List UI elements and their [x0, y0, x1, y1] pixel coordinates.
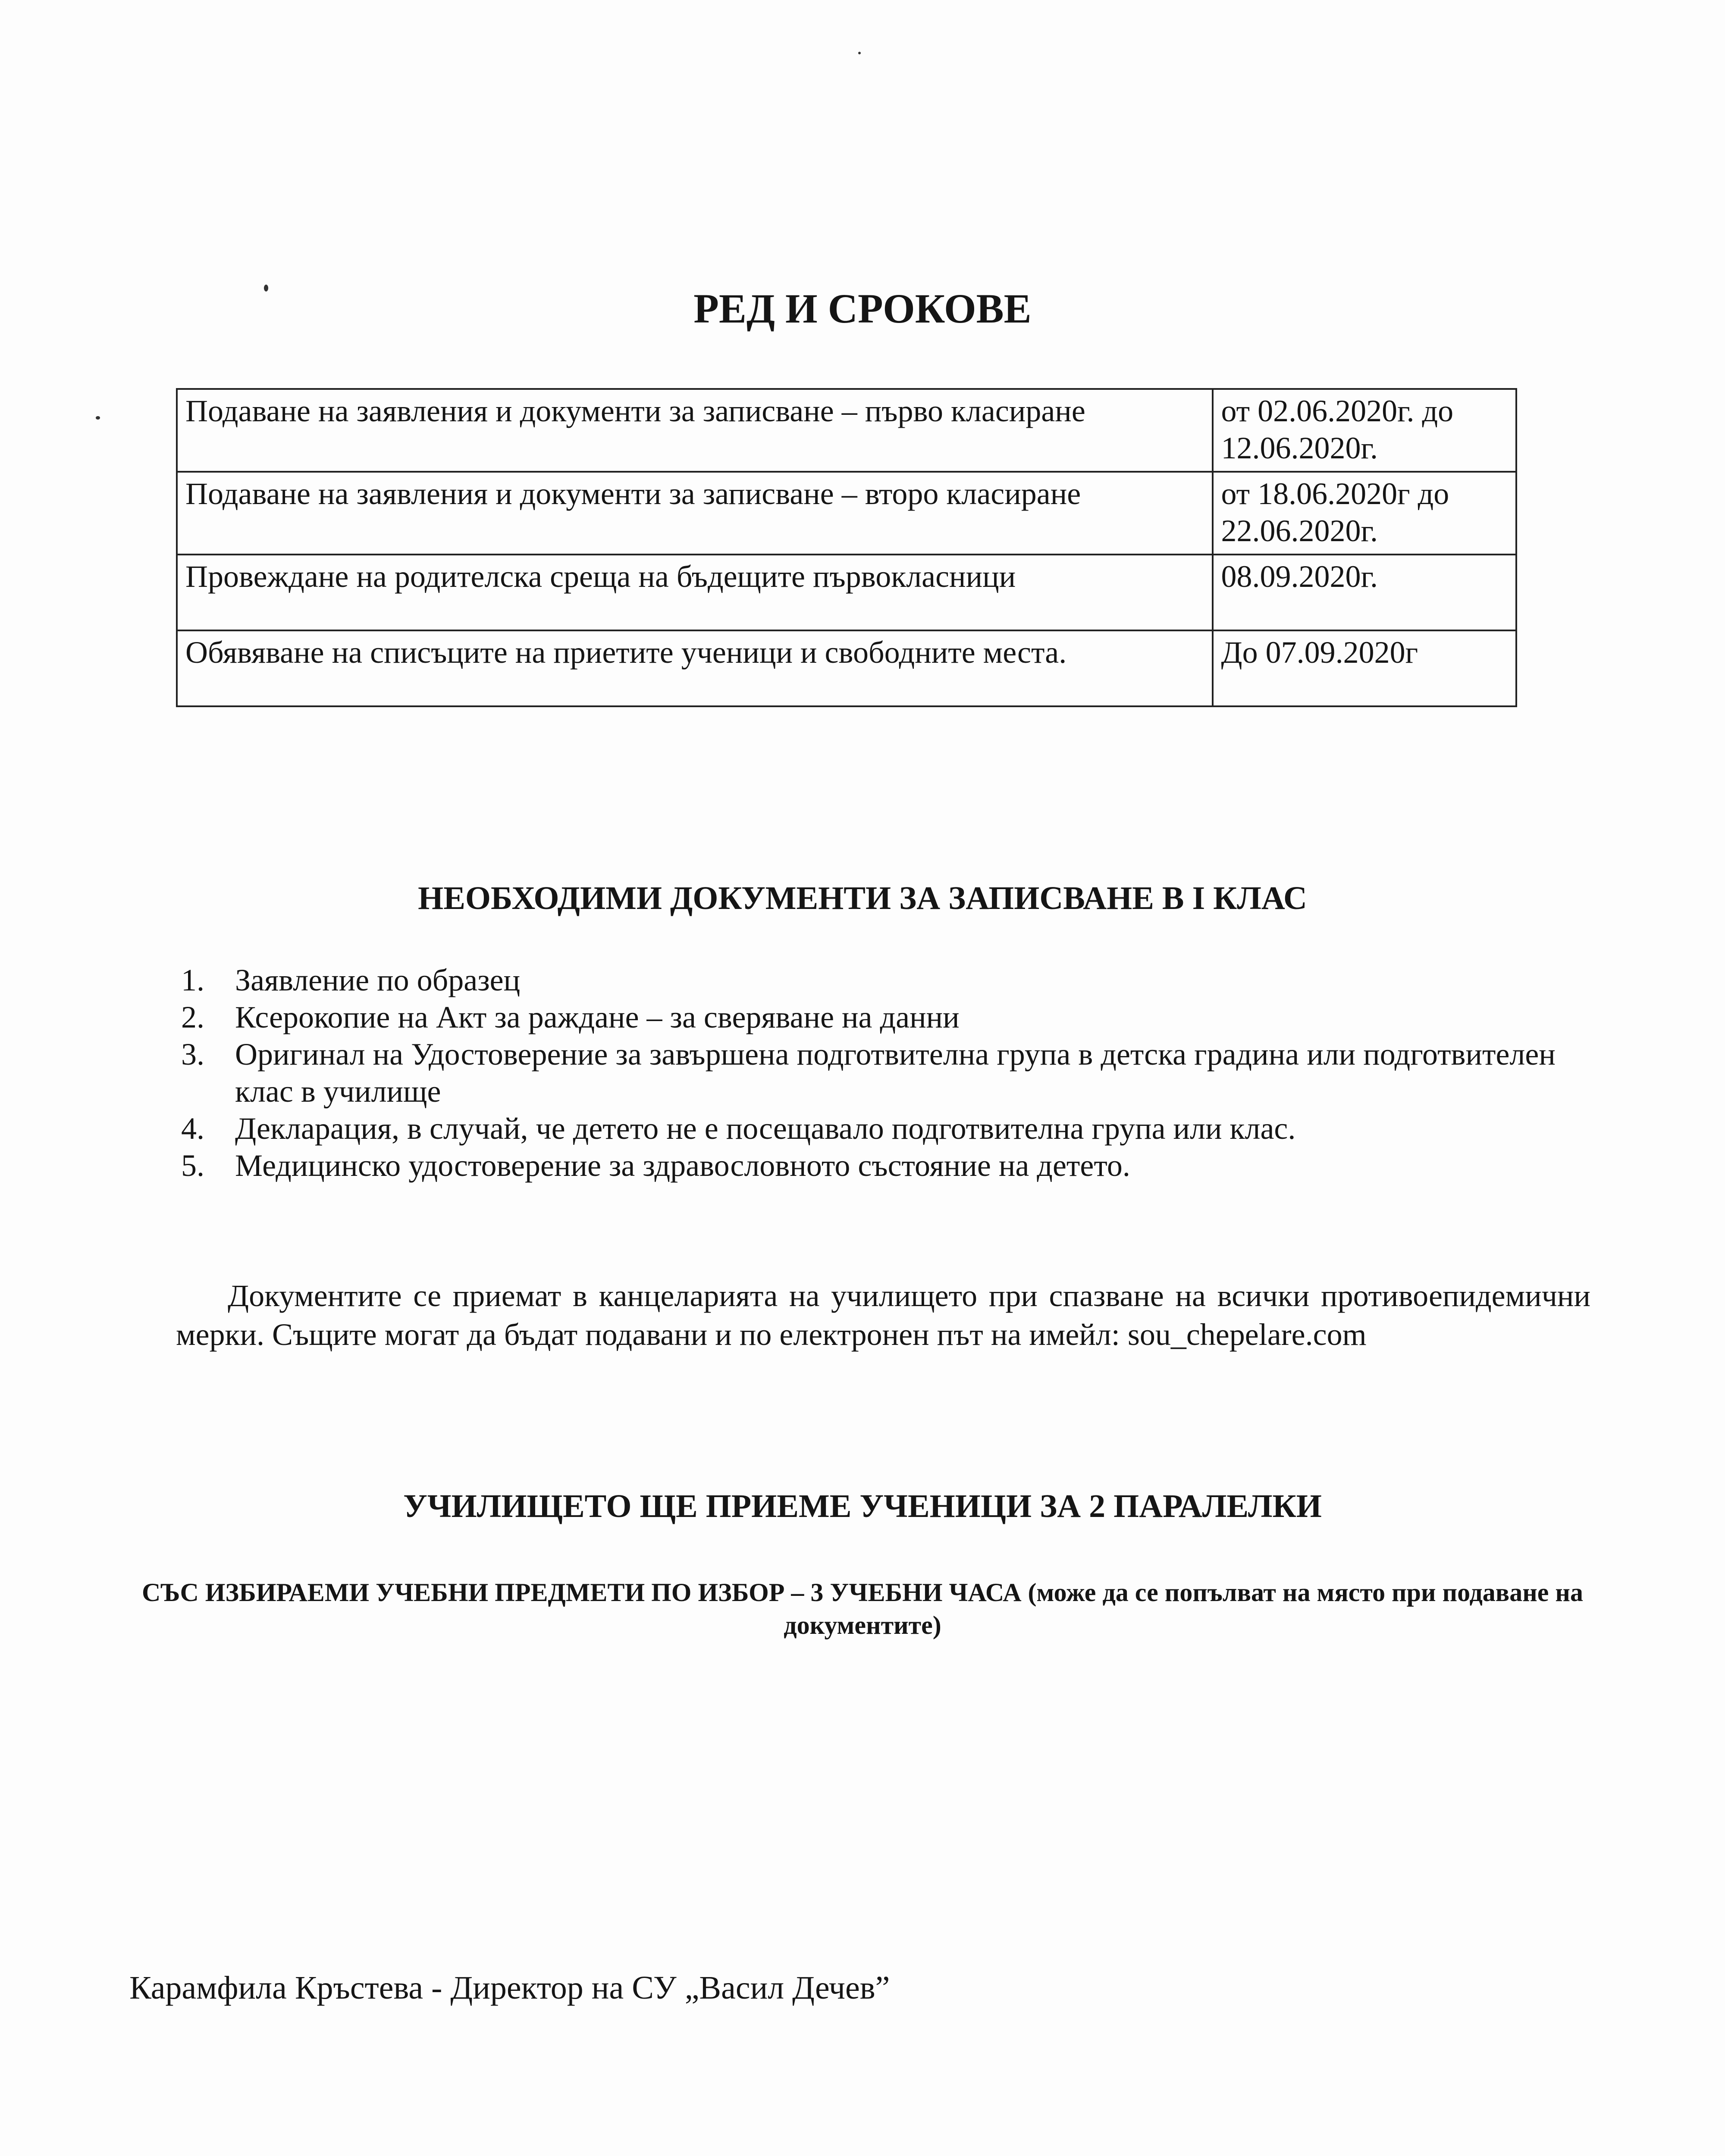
list-number: 1.	[181, 963, 204, 997]
list-item-text: Заявление по образец	[235, 963, 521, 997]
list-item	[181, 1147, 1583, 1184]
submission-paragraph: Документите се приемат в канцеларията на училището при спазване на всички противоепидемични мерки. Същите могат да бъдат подавани и по електронен път на имейл: sou_chepelare.com	[176, 1279, 1590, 1352]
list-item	[181, 1110, 1583, 1147]
subjects-note: СЪС ИЗБИРАЕМИ УЧЕБНИ ПРЕДМЕТИ ПО ИЗБОР – 3 УЧЕБНИ ЧАСА (може да се попълват на място при подаване на документите)	[142, 1578, 1583, 1639]
list-item	[181, 1036, 1583, 1110]
event-cell: Подаване на заявления и документи за записване – първо класиране	[177, 389, 1213, 472]
list-item	[181, 962, 1583, 999]
date-cell: от 18.06.2020г до 22.06.2020г.	[1213, 472, 1516, 555]
date-cell: от 02.06.2020г. до 12.06.2020г.	[1213, 389, 1516, 472]
list-number: 5.	[181, 1148, 204, 1183]
table-row	[177, 555, 1516, 630]
event-cell: Обявяване на списъците на приетите ученици и свободните места.	[177, 630, 1213, 706]
event-cell: Провеждане на родителска среща на бъдещите първокласници	[177, 555, 1213, 630]
date-cell: 08.09.2020г.	[1213, 555, 1516, 630]
documents-list	[181, 962, 1583, 1184]
classes-heading: УЧИЛИЩЕТО ЩЕ ПРИЕМЕ УЧЕНИЦИ ЗА 2 ПАРАЛЕЛКИ	[403, 1488, 1322, 1524]
date-cell: До 07.09.2020г	[1213, 630, 1516, 706]
event-cell: Подаване на заявления и документи за записване – второ класиране	[177, 472, 1213, 555]
list-item-text: Декларация, в случай, че детето не е посещавало подготвителна група или клас.	[235, 1111, 1296, 1146]
signature-line: Карамфила Кръстева - Директор на СУ „Васил Дечев”	[129, 1970, 890, 2006]
scan-speck	[96, 416, 100, 420]
schedule-table	[176, 388, 1517, 707]
list-number: 3.	[181, 1037, 204, 1072]
table-row	[177, 630, 1516, 706]
table-row	[177, 472, 1516, 555]
scan-speck	[858, 52, 861, 54]
list-item	[181, 999, 1583, 1036]
list-item-text: Медицинско удостоверение за здравословното състояние на детето.	[235, 1148, 1130, 1183]
page-title: РЕД И СРОКОВЕ	[693, 285, 1032, 332]
list-number: 4.	[181, 1111, 204, 1146]
list-item-text: Оригинал на Удостоверение за завършена подготвителна група в детска градина или подготвителен клас в училище	[235, 1037, 1556, 1109]
list-item-text: Ксерокопие на Акт за раждане – за сверяване на данни	[235, 1000, 960, 1034]
table-row	[177, 389, 1516, 472]
documents-heading: НЕОБХОДИМИ ДОКУМЕНТИ ЗА ЗАПИСВАНЕ В I КЛАС	[418, 880, 1307, 916]
list-number: 2.	[181, 1000, 204, 1034]
